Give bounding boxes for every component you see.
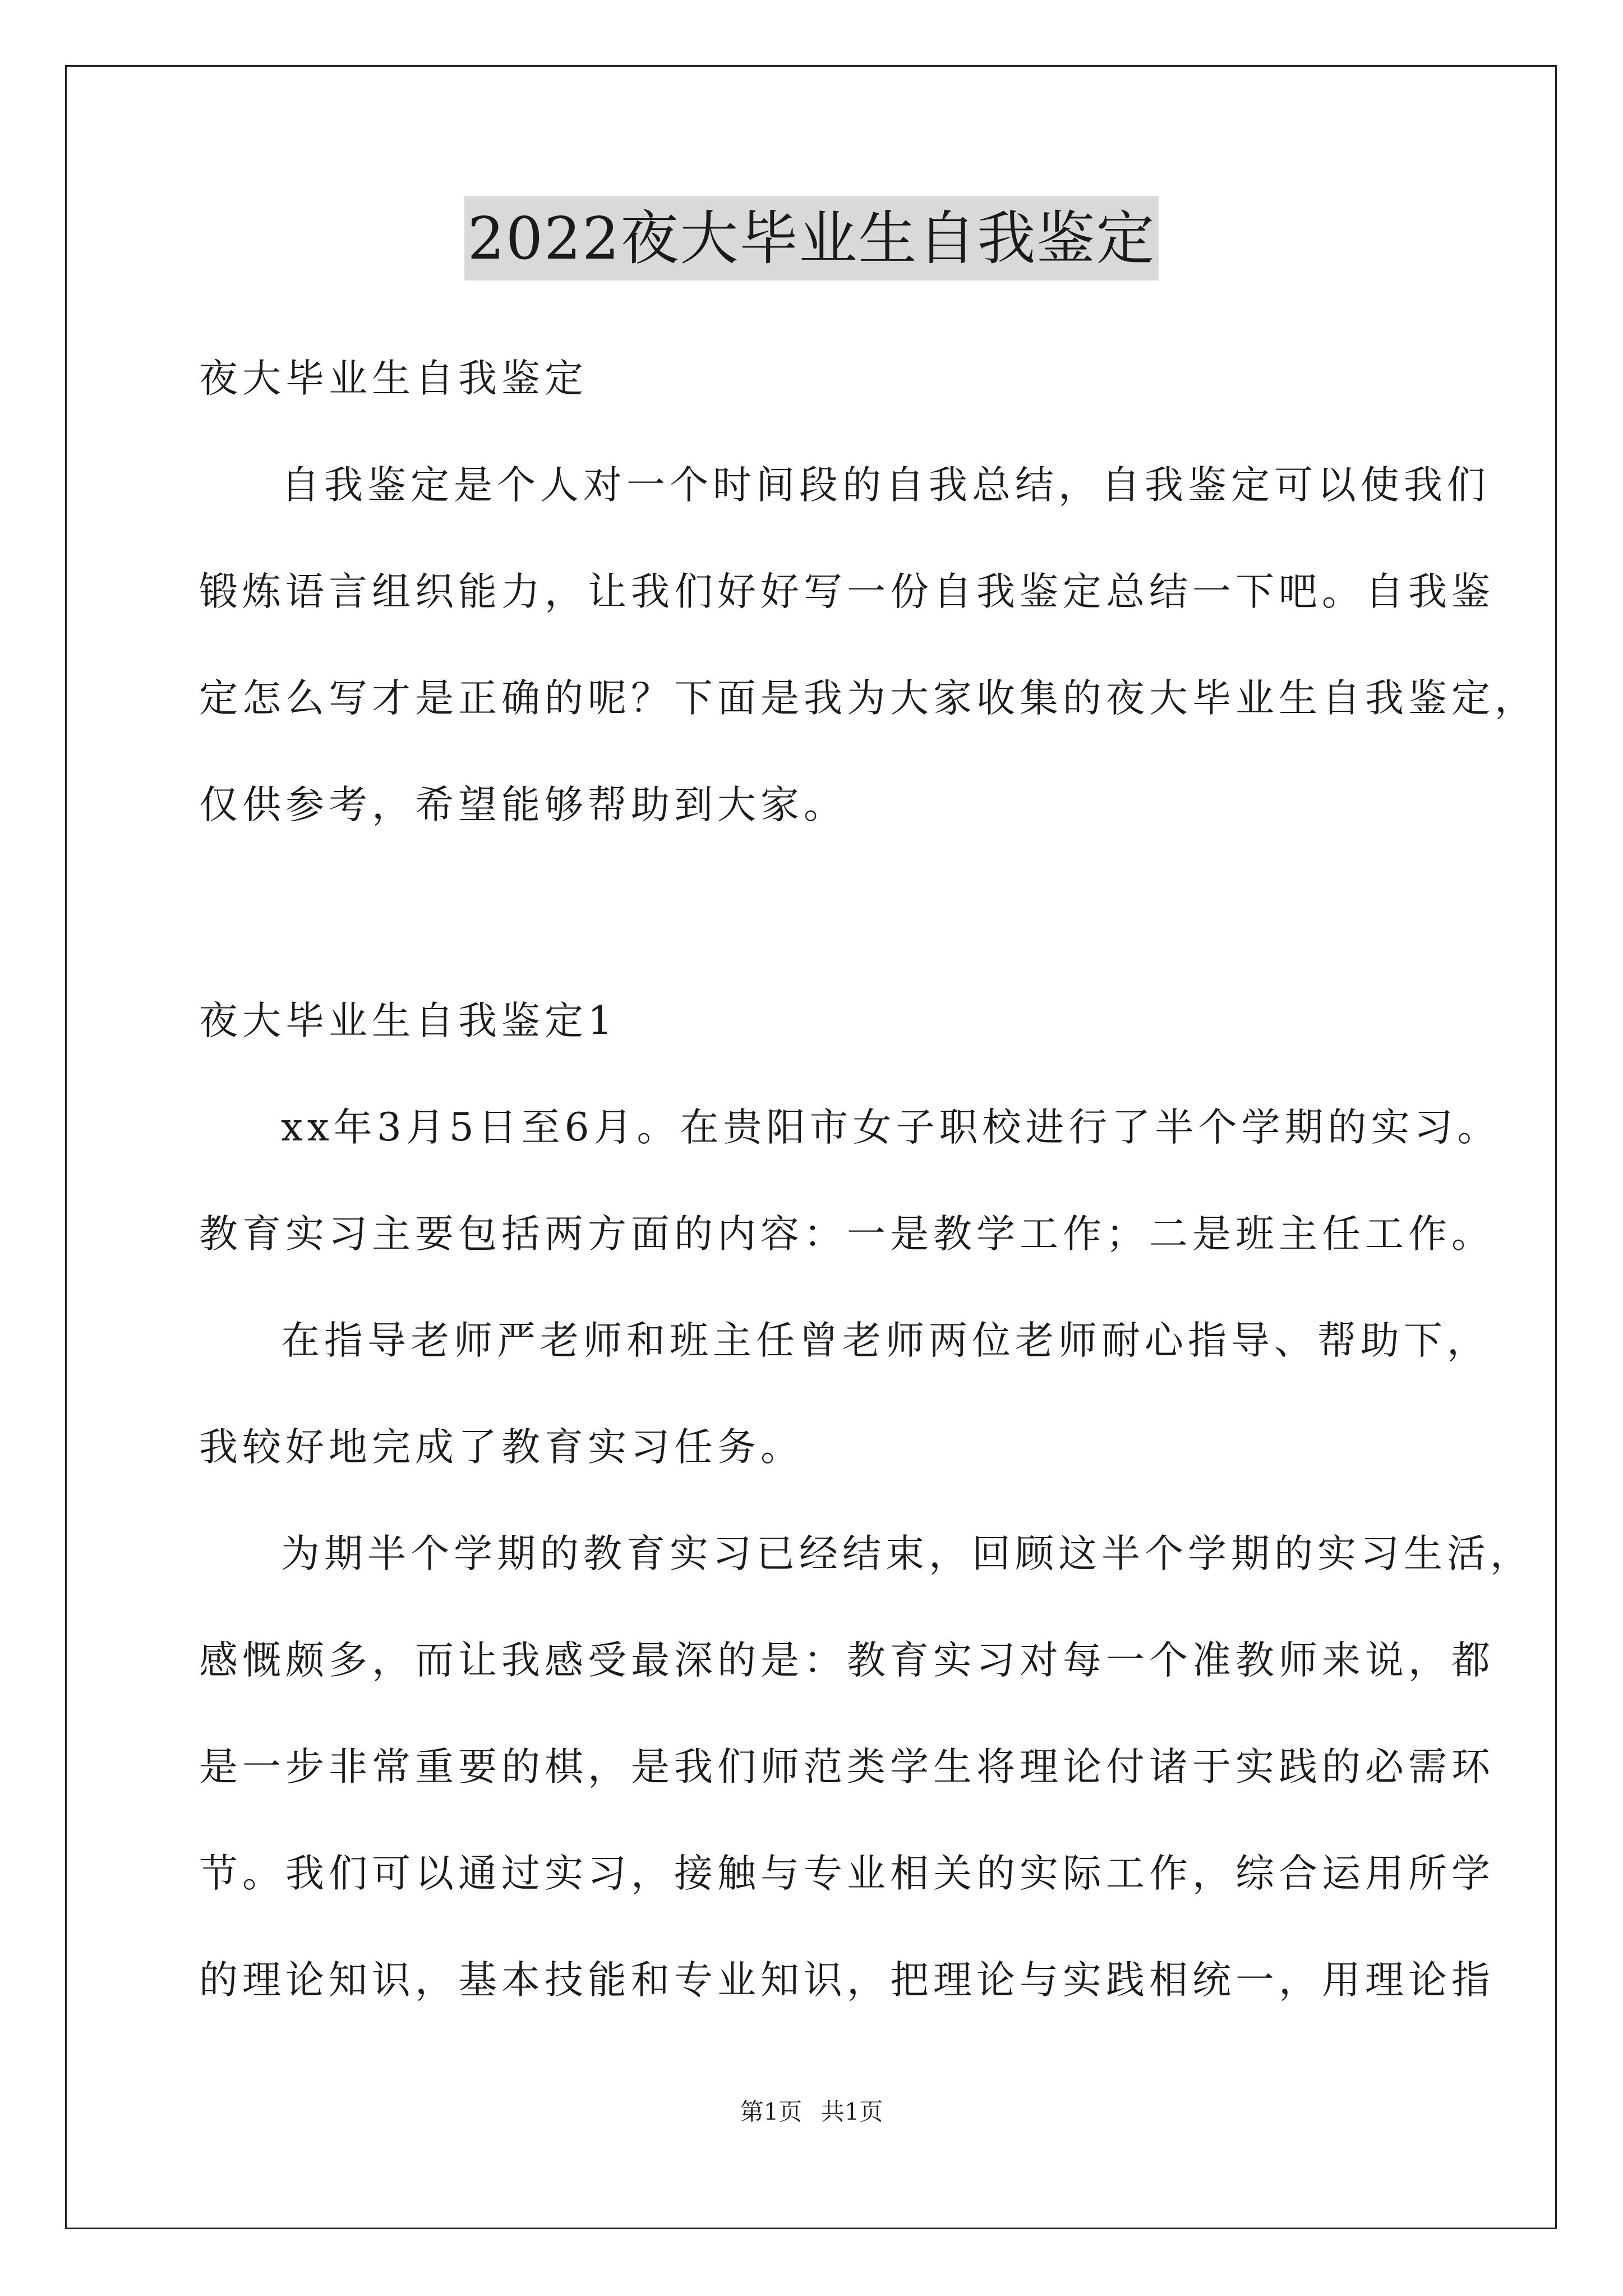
paragraph-line: 我较好地完成了教育实习任务。 xyxy=(199,1425,804,1470)
page-number: 第1页 xyxy=(740,2098,803,2125)
paragraph-line: 在指导老师严老师和班主任曾老师两位老师耐心指导、帮助下， xyxy=(281,1318,1490,1363)
page-footer xyxy=(0,2095,1623,2129)
paragraph-line: 教育实习主要包括两方面的内容：一是教学工作；二是班主任工作。 xyxy=(199,1212,1495,1257)
page-total: 共1页 xyxy=(820,2098,883,2125)
paragraph-line: 锻炼语言组织能力，让我们好好写一份自我鉴定总结一下吧。自我鉴 xyxy=(199,569,1495,614)
paragraph-line: 的理论知识，基本技能和专业知识，把理论与实践相统一，用理论指 xyxy=(199,1958,1495,2003)
paragraph-line: 仅供参考，希望能够帮助到大家。 xyxy=(199,783,847,827)
paragraph-line: xx年3月5日至6月。在贵阳市女子职校进行了半个学期的实习。 xyxy=(281,1105,1501,1150)
paragraph-line: 定怎么写才是正确的呢？下面是我为大家收集的夜大毕业生自我鉴定， xyxy=(199,676,1538,721)
paragraph-line: 自我鉴定是个人对一个时间段的自我总结，自我鉴定可以使我们 xyxy=(281,463,1490,508)
subtitle-line: 夜大毕业生自我鉴定 xyxy=(199,356,588,401)
paragraph-line: 是一步非常重要的棋，是我们师范类学生将理论付诸于实践的必需环 xyxy=(199,1745,1495,1789)
document-title: 2022夜大毕业生自我鉴定 xyxy=(464,196,1159,280)
title-container xyxy=(0,196,1623,280)
paragraph-line: 节。我们可以通过实习，接触与专业相关的实际工作，综合运用所学 xyxy=(199,1851,1495,1896)
paragraph-line: 感慨颇多，而让我感受最深的是：教育实习对每一个准教师来说，都 xyxy=(199,1638,1495,1683)
section-heading: 夜大毕业生自我鉴定1 xyxy=(199,999,617,1043)
paragraph-line: 为期半个学期的教育实习已经结束，回顾这半个学期的实习生活， xyxy=(281,1531,1533,1576)
